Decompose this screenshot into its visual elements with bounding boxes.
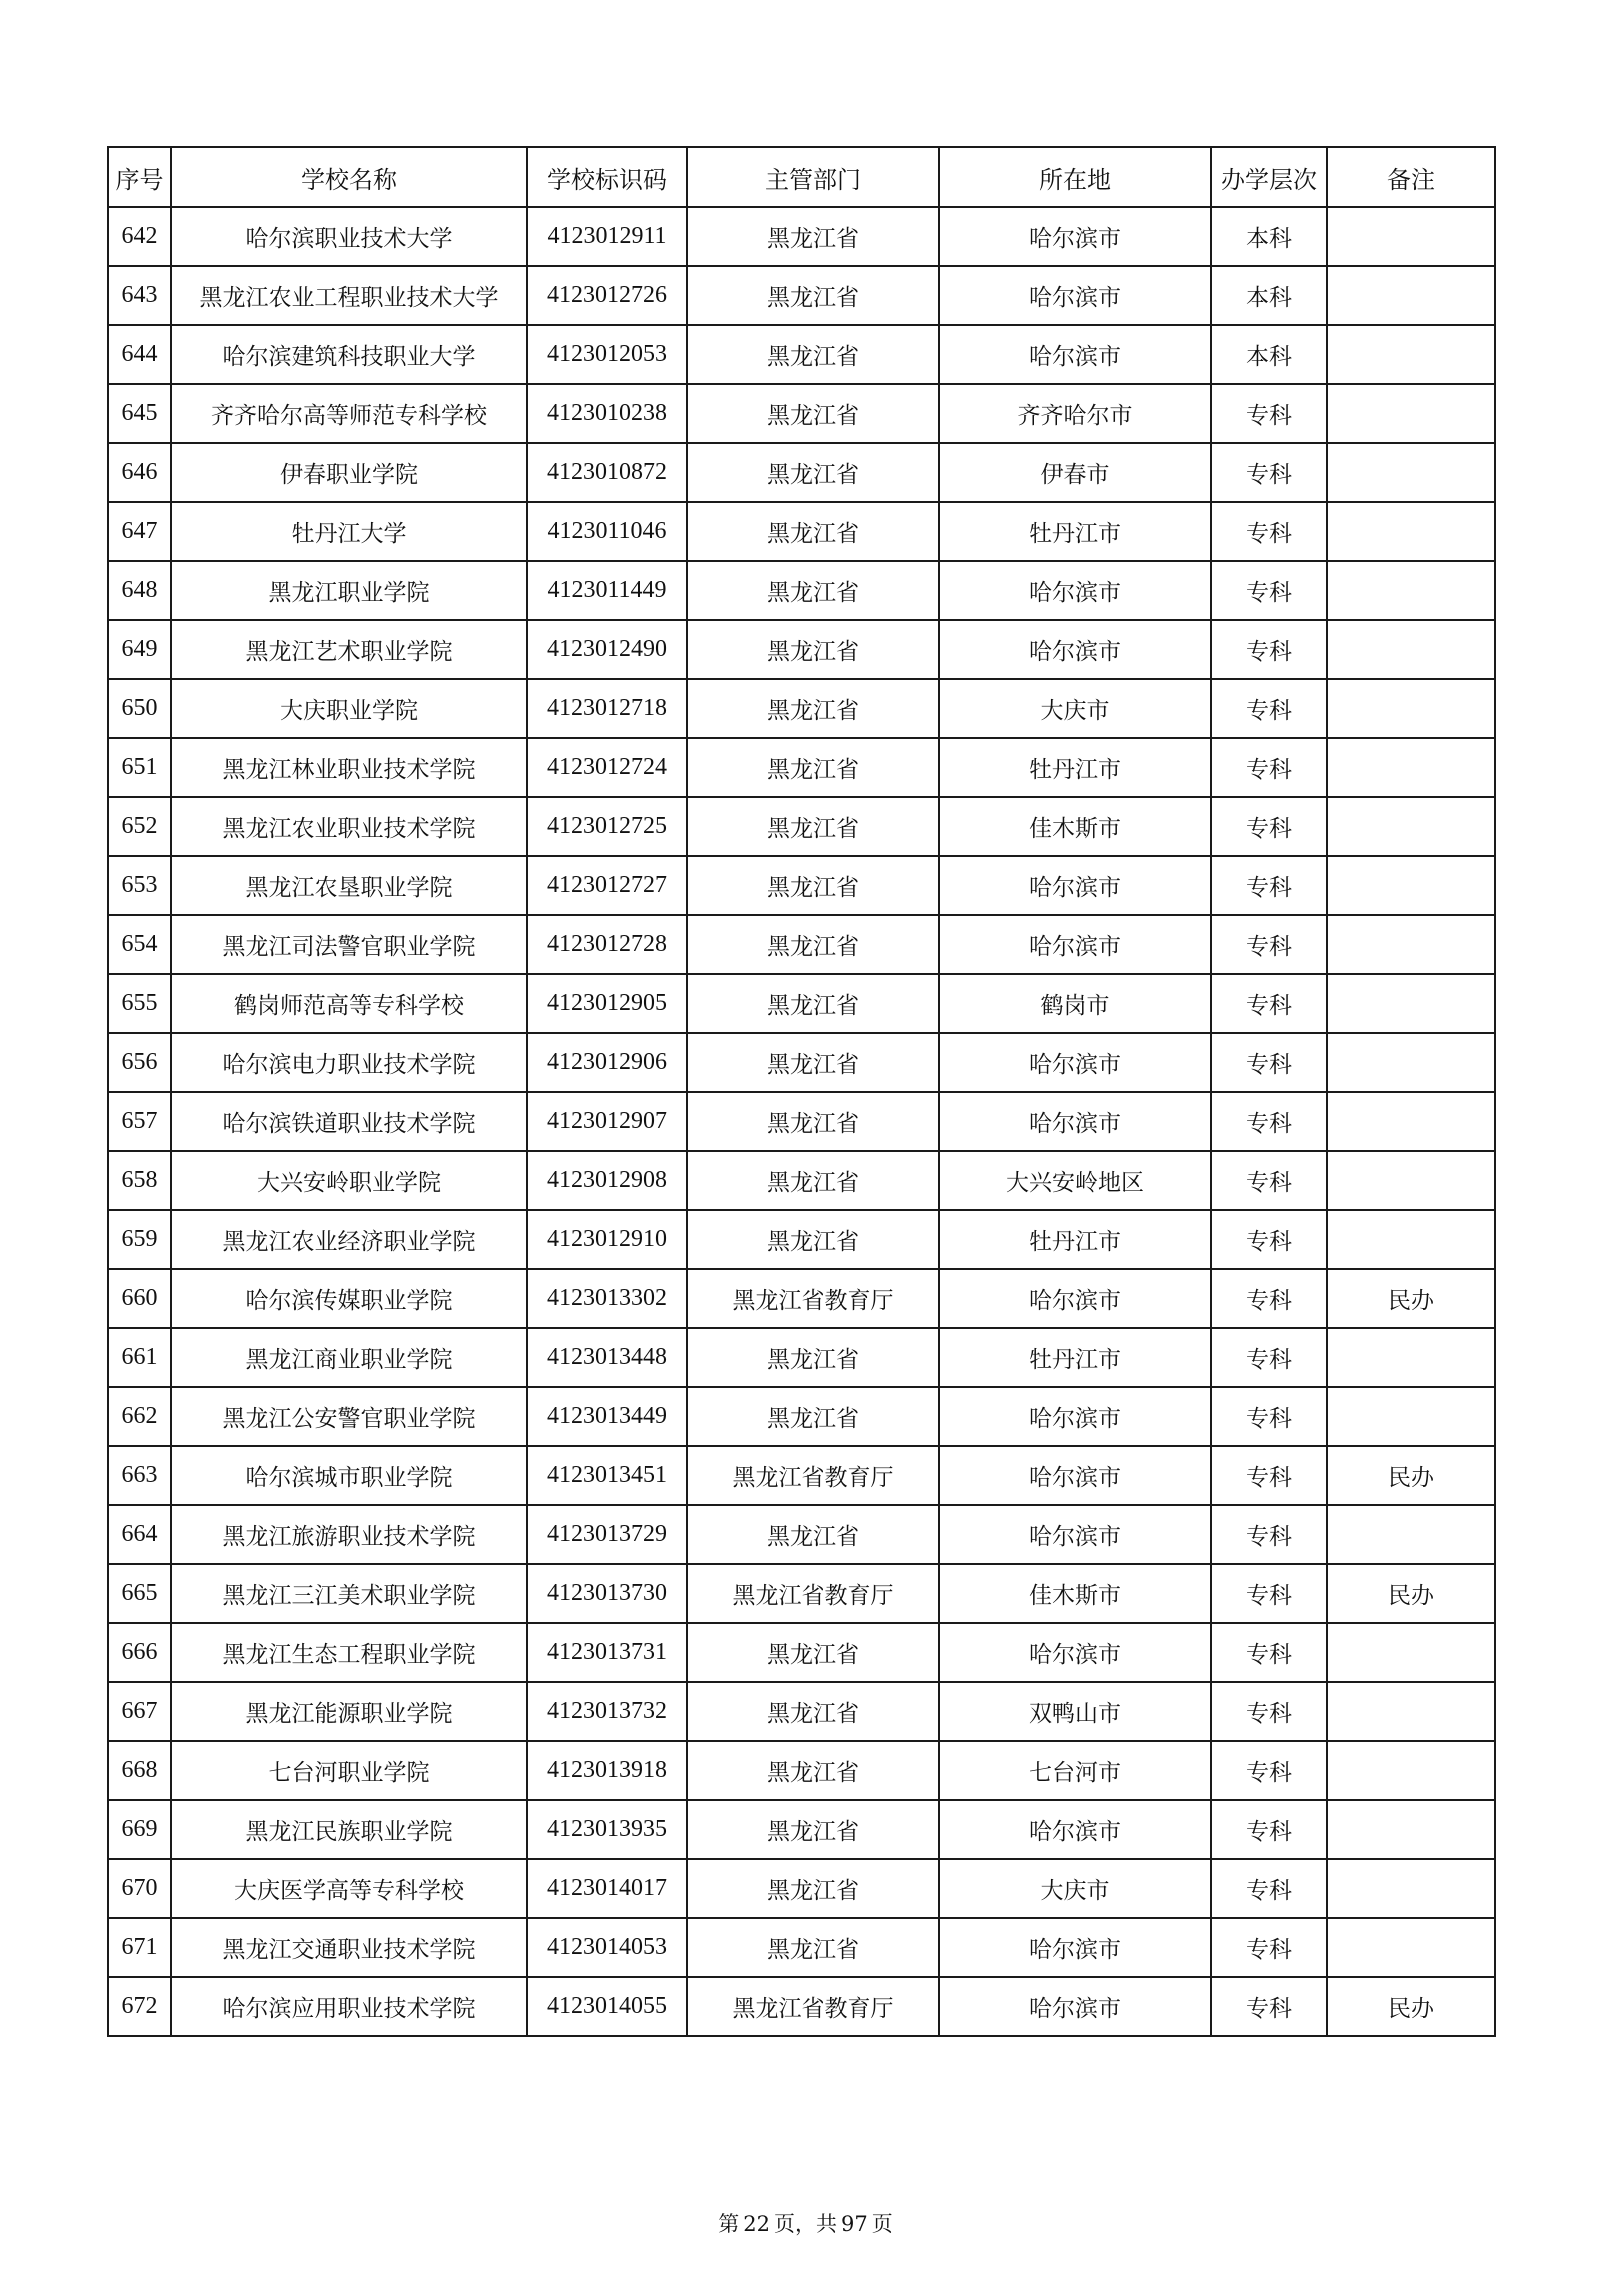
cell-location: 哈尔滨市 bbox=[939, 1623, 1211, 1682]
cell-department: 黑龙江省教育厅 bbox=[687, 1564, 939, 1623]
cell-school-code: 4123012905 bbox=[527, 974, 687, 1033]
cell-department: 黑龙江省 bbox=[687, 1092, 939, 1151]
cell-location: 哈尔滨市 bbox=[939, 620, 1211, 679]
cell-level: 专科 bbox=[1211, 974, 1327, 1033]
cell-remark: 民办 bbox=[1327, 1269, 1495, 1328]
table-row bbox=[108, 1387, 1495, 1446]
cell-department: 黑龙江省 bbox=[687, 1210, 939, 1269]
cell-remark bbox=[1327, 502, 1495, 561]
cell-level: 专科 bbox=[1211, 1623, 1327, 1682]
cell-school-code: 4123012911 bbox=[527, 207, 687, 266]
cell-department: 黑龙江省 bbox=[687, 915, 939, 974]
cell-school-code: 4123012728 bbox=[527, 915, 687, 974]
header-school-code: 学校标识码 bbox=[527, 147, 687, 207]
cell-level: 专科 bbox=[1211, 620, 1327, 679]
cell-department: 黑龙江省 bbox=[687, 1623, 939, 1682]
table-row bbox=[108, 1800, 1495, 1859]
cell-location: 伊春市 bbox=[939, 443, 1211, 502]
cell-location: 哈尔滨市 bbox=[939, 207, 1211, 266]
cell-school-code: 4123013451 bbox=[527, 1446, 687, 1505]
cell-location: 哈尔滨市 bbox=[939, 1446, 1211, 1505]
cell-remark bbox=[1327, 738, 1495, 797]
cell-index: 643 bbox=[108, 266, 171, 325]
cell-department: 黑龙江省 bbox=[687, 1741, 939, 1800]
cell-index: 655 bbox=[108, 974, 171, 1033]
cell-level: 专科 bbox=[1211, 915, 1327, 974]
cell-index: 660 bbox=[108, 1269, 171, 1328]
cell-school-code: 4123011449 bbox=[527, 561, 687, 620]
table-row bbox=[108, 1918, 1495, 1977]
cell-department: 黑龙江省 bbox=[687, 1151, 939, 1210]
cell-level: 专科 bbox=[1211, 797, 1327, 856]
cell-department: 黑龙江省 bbox=[687, 325, 939, 384]
cell-level: 本科 bbox=[1211, 325, 1327, 384]
cell-school-name: 哈尔滨电力职业技术学院 bbox=[171, 1033, 527, 1092]
footer-prefix: 第 bbox=[718, 2212, 740, 2236]
page-footer bbox=[0, 2208, 1611, 2238]
cell-school-code: 4123012724 bbox=[527, 738, 687, 797]
cell-school-code: 4123013449 bbox=[527, 1387, 687, 1446]
cell-location: 哈尔滨市 bbox=[939, 856, 1211, 915]
cell-index: 667 bbox=[108, 1682, 171, 1741]
cell-level: 专科 bbox=[1211, 1033, 1327, 1092]
cell-school-name: 黑龙江三江美术职业学院 bbox=[171, 1564, 527, 1623]
cell-level: 专科 bbox=[1211, 856, 1327, 915]
cell-school-code: 4123013731 bbox=[527, 1623, 687, 1682]
cell-school-name: 哈尔滨建筑科技职业大学 bbox=[171, 325, 527, 384]
cell-level: 专科 bbox=[1211, 1505, 1327, 1564]
cell-index: 658 bbox=[108, 1151, 171, 1210]
table-row bbox=[108, 1859, 1495, 1918]
cell-level: 专科 bbox=[1211, 1328, 1327, 1387]
table-row bbox=[108, 1564, 1495, 1623]
cell-school-name: 黑龙江生态工程职业学院 bbox=[171, 1623, 527, 1682]
cell-school-name: 黑龙江民族职业学院 bbox=[171, 1800, 527, 1859]
cell-department: 黑龙江省 bbox=[687, 797, 939, 856]
table-row bbox=[108, 1328, 1495, 1387]
cell-index: 644 bbox=[108, 325, 171, 384]
cell-location: 牡丹江市 bbox=[939, 738, 1211, 797]
cell-index: 646 bbox=[108, 443, 171, 502]
cell-department: 黑龙江省 bbox=[687, 443, 939, 502]
table-row bbox=[108, 620, 1495, 679]
cell-level: 专科 bbox=[1211, 1387, 1327, 1446]
table-row bbox=[108, 1033, 1495, 1092]
cell-remark bbox=[1327, 1328, 1495, 1387]
cell-index: 649 bbox=[108, 620, 171, 679]
footer-total-pages: 97 bbox=[841, 2212, 868, 2236]
cell-department: 黑龙江省教育厅 bbox=[687, 1446, 939, 1505]
cell-remark bbox=[1327, 1387, 1495, 1446]
cell-location: 哈尔滨市 bbox=[939, 1918, 1211, 1977]
cell-school-name: 哈尔滨传媒职业学院 bbox=[171, 1269, 527, 1328]
cell-level: 专科 bbox=[1211, 443, 1327, 502]
footer-current-page: 22 bbox=[743, 2212, 770, 2236]
cell-level: 专科 bbox=[1211, 1682, 1327, 1741]
cell-index: 661 bbox=[108, 1328, 171, 1387]
cell-school-name: 大庆职业学院 bbox=[171, 679, 527, 738]
cell-location: 牡丹江市 bbox=[939, 502, 1211, 561]
cell-index: 647 bbox=[108, 502, 171, 561]
header-remark: 备注 bbox=[1327, 147, 1495, 207]
cell-remark bbox=[1327, 1741, 1495, 1800]
cell-location: 佳木斯市 bbox=[939, 1564, 1211, 1623]
cell-department: 黑龙江省 bbox=[687, 974, 939, 1033]
cell-index: 665 bbox=[108, 1564, 171, 1623]
table-row bbox=[108, 679, 1495, 738]
cell-remark: 民办 bbox=[1327, 1977, 1495, 2036]
cell-index: 645 bbox=[108, 384, 171, 443]
cell-index: 666 bbox=[108, 1623, 171, 1682]
cell-school-name: 黑龙江司法警官职业学院 bbox=[171, 915, 527, 974]
cell-school-name: 黑龙江公安警官职业学院 bbox=[171, 1387, 527, 1446]
cell-remark bbox=[1327, 1033, 1495, 1092]
cell-school-name: 黑龙江旅游职业技术学院 bbox=[171, 1505, 527, 1564]
cell-school-name: 齐齐哈尔高等师范专科学校 bbox=[171, 384, 527, 443]
cell-school-code: 4123013918 bbox=[527, 1741, 687, 1800]
table-row bbox=[108, 974, 1495, 1033]
table-body bbox=[108, 207, 1495, 2036]
cell-level: 专科 bbox=[1211, 1741, 1327, 1800]
cell-remark: 民办 bbox=[1327, 1564, 1495, 1623]
cell-department: 黑龙江省 bbox=[687, 384, 939, 443]
cell-school-name: 黑龙江艺术职业学院 bbox=[171, 620, 527, 679]
cell-school-name: 哈尔滨城市职业学院 bbox=[171, 1446, 527, 1505]
cell-location: 哈尔滨市 bbox=[939, 1269, 1211, 1328]
cell-location: 哈尔滨市 bbox=[939, 915, 1211, 974]
cell-location: 哈尔滨市 bbox=[939, 1800, 1211, 1859]
cell-level: 专科 bbox=[1211, 679, 1327, 738]
cell-department: 黑龙江省 bbox=[687, 502, 939, 561]
cell-school-name: 鹤岗师范高等专科学校 bbox=[171, 974, 527, 1033]
cell-remark bbox=[1327, 384, 1495, 443]
table-row bbox=[108, 1977, 1495, 2036]
cell-location: 大兴安岭地区 bbox=[939, 1151, 1211, 1210]
cell-remark bbox=[1327, 1092, 1495, 1151]
table-row bbox=[108, 561, 1495, 620]
cell-school-name: 黑龙江职业学院 bbox=[171, 561, 527, 620]
footer-suffix: 页 bbox=[871, 2212, 893, 2236]
cell-school-code: 4123013729 bbox=[527, 1505, 687, 1564]
cell-school-code: 4123012053 bbox=[527, 325, 687, 384]
cell-level: 专科 bbox=[1211, 1859, 1327, 1918]
cell-remark: 民办 bbox=[1327, 1446, 1495, 1505]
cell-department: 黑龙江省 bbox=[687, 1682, 939, 1741]
cell-level: 专科 bbox=[1211, 1800, 1327, 1859]
cell-remark bbox=[1327, 974, 1495, 1033]
cell-school-name: 黑龙江农垦职业学院 bbox=[171, 856, 527, 915]
cell-remark bbox=[1327, 679, 1495, 738]
cell-index: 656 bbox=[108, 1033, 171, 1092]
cell-index: 650 bbox=[108, 679, 171, 738]
cell-index: 669 bbox=[108, 1800, 171, 1859]
cell-school-name: 哈尔滨职业技术大学 bbox=[171, 207, 527, 266]
cell-school-name: 大兴安岭职业学院 bbox=[171, 1151, 527, 1210]
cell-school-code: 4123012727 bbox=[527, 856, 687, 915]
cell-location: 哈尔滨市 bbox=[939, 1033, 1211, 1092]
table-row bbox=[108, 1151, 1495, 1210]
header-index: 序号 bbox=[108, 147, 171, 207]
cell-location: 哈尔滨市 bbox=[939, 1505, 1211, 1564]
cell-remark bbox=[1327, 1918, 1495, 1977]
table-row bbox=[108, 384, 1495, 443]
cell-index: 651 bbox=[108, 738, 171, 797]
table-row bbox=[108, 325, 1495, 384]
cell-remark bbox=[1327, 797, 1495, 856]
header-level: 办学层次 bbox=[1211, 147, 1327, 207]
cell-department: 黑龙江省 bbox=[687, 207, 939, 266]
cell-level: 专科 bbox=[1211, 502, 1327, 561]
cell-school-name: 七台河职业学院 bbox=[171, 1741, 527, 1800]
cell-school-name: 伊春职业学院 bbox=[171, 443, 527, 502]
table-row bbox=[108, 1446, 1495, 1505]
table-row bbox=[108, 1269, 1495, 1328]
cell-school-code: 4123010238 bbox=[527, 384, 687, 443]
cell-level: 专科 bbox=[1211, 1151, 1327, 1210]
cell-remark bbox=[1327, 915, 1495, 974]
cell-level: 专科 bbox=[1211, 1446, 1327, 1505]
cell-index: 642 bbox=[108, 207, 171, 266]
cell-school-code: 4123012908 bbox=[527, 1151, 687, 1210]
table-row bbox=[108, 738, 1495, 797]
cell-school-name: 牡丹江大学 bbox=[171, 502, 527, 561]
header-school-name: 学校名称 bbox=[171, 147, 527, 207]
cell-department: 黑龙江省 bbox=[687, 1859, 939, 1918]
cell-school-name: 黑龙江交通职业技术学院 bbox=[171, 1918, 527, 1977]
footer-page-word: 页，共 bbox=[774, 2212, 837, 2236]
cell-school-code: 4123012490 bbox=[527, 620, 687, 679]
table-row bbox=[108, 797, 1495, 856]
cell-index: 648 bbox=[108, 561, 171, 620]
cell-department: 黑龙江省 bbox=[687, 266, 939, 325]
cell-department: 黑龙江省 bbox=[687, 738, 939, 797]
cell-department: 黑龙江省 bbox=[687, 856, 939, 915]
cell-school-name: 哈尔滨应用职业技术学院 bbox=[171, 1977, 527, 2036]
cell-location: 牡丹江市 bbox=[939, 1210, 1211, 1269]
cell-level: 专科 bbox=[1211, 1092, 1327, 1151]
header-row bbox=[108, 147, 1495, 207]
cell-department: 黑龙江省教育厅 bbox=[687, 1977, 939, 2036]
cell-location: 哈尔滨市 bbox=[939, 1092, 1211, 1151]
cell-level: 专科 bbox=[1211, 738, 1327, 797]
cell-location: 七台河市 bbox=[939, 1741, 1211, 1800]
cell-level: 专科 bbox=[1211, 1918, 1327, 1977]
cell-school-code: 4123012725 bbox=[527, 797, 687, 856]
table-row bbox=[108, 266, 1495, 325]
cell-school-name: 黑龙江能源职业学院 bbox=[171, 1682, 527, 1741]
cell-school-code: 4123013732 bbox=[527, 1682, 687, 1741]
cell-remark bbox=[1327, 1859, 1495, 1918]
table-row bbox=[108, 1682, 1495, 1741]
cell-remark bbox=[1327, 1210, 1495, 1269]
cell-index: 652 bbox=[108, 797, 171, 856]
table-row bbox=[108, 502, 1495, 561]
cell-remark bbox=[1327, 1682, 1495, 1741]
cell-school-code: 4123010872 bbox=[527, 443, 687, 502]
cell-level: 本科 bbox=[1211, 207, 1327, 266]
cell-school-name: 黑龙江商业职业学院 bbox=[171, 1328, 527, 1387]
cell-remark bbox=[1327, 1800, 1495, 1859]
cell-location: 双鸭山市 bbox=[939, 1682, 1211, 1741]
cell-school-name: 哈尔滨铁道职业技术学院 bbox=[171, 1092, 527, 1151]
cell-index: 659 bbox=[108, 1210, 171, 1269]
cell-school-name: 大庆医学高等专科学校 bbox=[171, 1859, 527, 1918]
cell-level: 专科 bbox=[1211, 1564, 1327, 1623]
cell-location: 牡丹江市 bbox=[939, 1328, 1211, 1387]
cell-location: 齐齐哈尔市 bbox=[939, 384, 1211, 443]
cell-school-code: 4123013448 bbox=[527, 1328, 687, 1387]
table-row bbox=[108, 443, 1495, 502]
cell-location: 哈尔滨市 bbox=[939, 1977, 1211, 2036]
cell-department: 黑龙江省 bbox=[687, 1800, 939, 1859]
cell-school-code: 4123012718 bbox=[527, 679, 687, 738]
cell-school-code: 4123013302 bbox=[527, 1269, 687, 1328]
cell-location: 哈尔滨市 bbox=[939, 561, 1211, 620]
cell-level: 专科 bbox=[1211, 1269, 1327, 1328]
cell-school-code: 4123014017 bbox=[527, 1859, 687, 1918]
cell-level: 专科 bbox=[1211, 384, 1327, 443]
cell-school-code: 4123012726 bbox=[527, 266, 687, 325]
cell-school-code: 4123013935 bbox=[527, 1800, 687, 1859]
table-row bbox=[108, 207, 1495, 266]
cell-level: 专科 bbox=[1211, 1210, 1327, 1269]
cell-index: 670 bbox=[108, 1859, 171, 1918]
cell-remark bbox=[1327, 1151, 1495, 1210]
cell-location: 大庆市 bbox=[939, 679, 1211, 738]
cell-school-code: 4123013730 bbox=[527, 1564, 687, 1623]
header-location: 所在地 bbox=[939, 147, 1211, 207]
cell-index: 654 bbox=[108, 915, 171, 974]
cell-school-code: 4123014055 bbox=[527, 1977, 687, 2036]
cell-location: 佳木斯市 bbox=[939, 797, 1211, 856]
cell-level: 本科 bbox=[1211, 266, 1327, 325]
cell-remark bbox=[1327, 1505, 1495, 1564]
cell-school-code: 4123012906 bbox=[527, 1033, 687, 1092]
cell-department: 黑龙江省 bbox=[687, 1033, 939, 1092]
cell-department: 黑龙江省 bbox=[687, 1328, 939, 1387]
table-row bbox=[108, 1623, 1495, 1682]
cell-remark bbox=[1327, 561, 1495, 620]
cell-department: 黑龙江省 bbox=[687, 1505, 939, 1564]
cell-remark bbox=[1327, 1623, 1495, 1682]
cell-remark bbox=[1327, 856, 1495, 915]
cell-school-code: 4123011046 bbox=[527, 502, 687, 561]
cell-index: 672 bbox=[108, 1977, 171, 2036]
table-row bbox=[108, 1741, 1495, 1800]
cell-location: 鹤岗市 bbox=[939, 974, 1211, 1033]
cell-index: 653 bbox=[108, 856, 171, 915]
cell-school-name: 黑龙江林业职业技术学院 bbox=[171, 738, 527, 797]
cell-school-code: 4123014053 bbox=[527, 1918, 687, 1977]
cell-index: 663 bbox=[108, 1446, 171, 1505]
cell-level: 专科 bbox=[1211, 1977, 1327, 2036]
cell-department: 黑龙江省教育厅 bbox=[687, 1269, 939, 1328]
cell-school-code: 4123012910 bbox=[527, 1210, 687, 1269]
cell-level: 专科 bbox=[1211, 561, 1327, 620]
cell-index: 664 bbox=[108, 1505, 171, 1564]
cell-school-name: 黑龙江农业工程职业技术大学 bbox=[171, 266, 527, 325]
cell-index: 668 bbox=[108, 1741, 171, 1800]
table-row bbox=[108, 1505, 1495, 1564]
cell-location: 大庆市 bbox=[939, 1859, 1211, 1918]
cell-index: 662 bbox=[108, 1387, 171, 1446]
cell-department: 黑龙江省 bbox=[687, 1918, 939, 1977]
header-department: 主管部门 bbox=[687, 147, 939, 207]
cell-remark bbox=[1327, 207, 1495, 266]
cell-remark bbox=[1327, 620, 1495, 679]
table-row bbox=[108, 1092, 1495, 1151]
cell-index: 657 bbox=[108, 1092, 171, 1151]
cell-school-name: 黑龙江农业经济职业学院 bbox=[171, 1210, 527, 1269]
cell-department: 黑龙江省 bbox=[687, 620, 939, 679]
table-row bbox=[108, 915, 1495, 974]
cell-location: 哈尔滨市 bbox=[939, 325, 1211, 384]
cell-school-code: 4123012907 bbox=[527, 1092, 687, 1151]
table-header bbox=[108, 147, 1495, 207]
cell-index: 671 bbox=[108, 1918, 171, 1977]
cell-department: 黑龙江省 bbox=[687, 561, 939, 620]
cell-department: 黑龙江省 bbox=[687, 1387, 939, 1446]
table-row bbox=[108, 1210, 1495, 1269]
cell-remark bbox=[1327, 325, 1495, 384]
cell-remark bbox=[1327, 443, 1495, 502]
cell-department: 黑龙江省 bbox=[687, 679, 939, 738]
table-row bbox=[108, 856, 1495, 915]
cell-location: 哈尔滨市 bbox=[939, 1387, 1211, 1446]
school-list-table bbox=[107, 146, 1496, 2037]
cell-remark bbox=[1327, 266, 1495, 325]
cell-school-name: 黑龙江农业职业技术学院 bbox=[171, 797, 527, 856]
cell-location: 哈尔滨市 bbox=[939, 266, 1211, 325]
